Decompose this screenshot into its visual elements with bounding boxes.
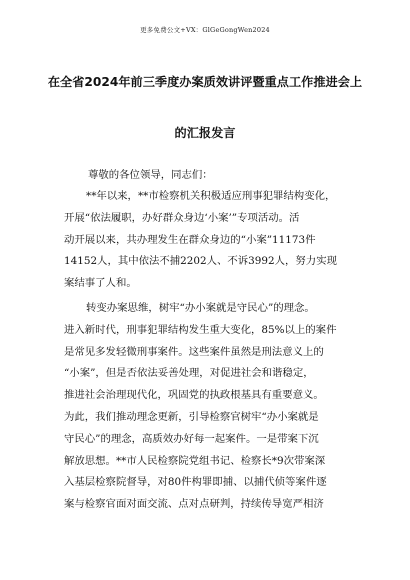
salutation: 尊敬的各位领导，同志们： bbox=[88, 169, 213, 181]
paragraph-line: 守民心”的理念，高质效办好每一起案件。一是带案下沉 bbox=[64, 432, 319, 445]
paragraph-line: 14152人，其中依法不捕2202人、不诉3992人，努力实现 bbox=[64, 255, 337, 268]
paragraph-line: 进入新时代，刑事犯罪结构发生重大变化，85%以上的案件 bbox=[64, 323, 337, 336]
document-title-line-2: 的汇报发言 bbox=[174, 126, 236, 140]
paragraph-line: 开展“依法履职，办好群众身边‘小案’”专项活动。活 bbox=[64, 211, 300, 224]
paragraph-line: “小案”，但是否依法妥善处理，对促进社会和谐稳定， bbox=[64, 367, 314, 380]
paragraph-line: 是常见多发轻微刑事案件。这些案件虽然是刑法意义上的 bbox=[64, 345, 324, 358]
paragraph-line: 入基层检察院督导，对80件构罪即捕、以捕代侦等案件逐 bbox=[64, 476, 327, 489]
paragraph-line: 案与检察官面对面交流、点对点研判，持续传导宽严相济 bbox=[64, 498, 324, 511]
header-note: 更多免费公文+VX：GlGeGongWen2024 bbox=[140, 26, 270, 34]
paragraph-line: **年以来，**市检察机关积极适应刑事犯罪结构变化， bbox=[86, 190, 336, 202]
paragraph-line: 转变办案思维，树牢“办小案就是守民心”的理念。 bbox=[86, 302, 315, 314]
paragraph-line: 动开展以来，共办理发生在群众身边的“小案”11173件 bbox=[64, 233, 316, 246]
paragraph-2 bbox=[64, 298, 354, 516]
paragraph-line: 推进社会治理现代化，巩固党的执政根基具有重要意义。 bbox=[64, 389, 324, 402]
paragraph-line: 为此，我们推动理念更新，引导检察官树牢“办小案就是 bbox=[64, 410, 319, 423]
paragraph-1 bbox=[64, 186, 354, 295]
paragraph-line: 解放思想。**市人民检察院党组书记、检察长*9次带案深 bbox=[64, 454, 326, 467]
document-title-line-1: 在全省2024年前三季度办案质效讲评暨重点工作推进会上 bbox=[47, 75, 363, 89]
paragraph-line: 案结事了人和。 bbox=[64, 277, 137, 290]
